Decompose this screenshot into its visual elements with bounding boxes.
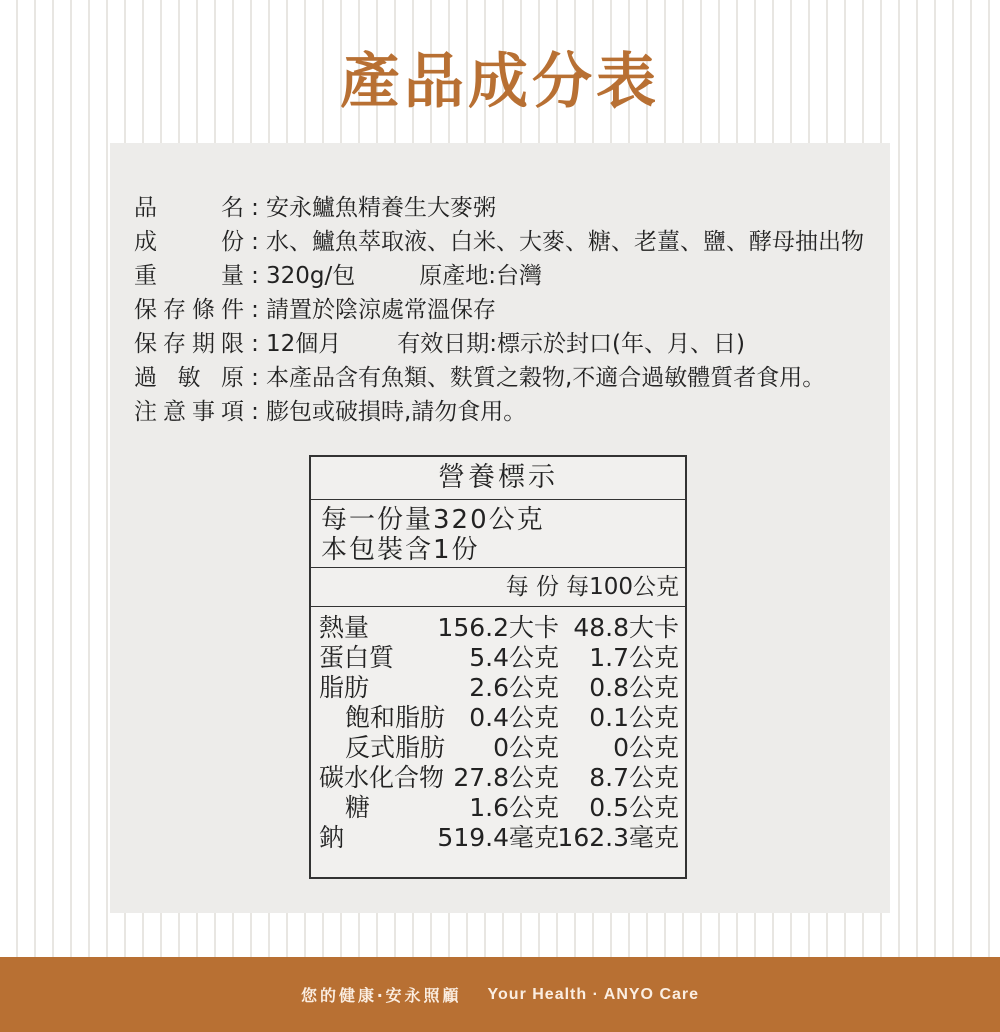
serving-size: 每一份量320公克: [321, 505, 545, 535]
footer-banner: [0, 957, 1000, 1032]
per-serving-value: 519.4毫克: [437, 823, 559, 852]
info-row-name: 品 名 : 安永鱸魚精養生大麥粥: [134, 191, 884, 225]
per-100g-value: 0公克: [613, 733, 679, 762]
nutrition-facts-table: [309, 455, 687, 879]
table-row: [311, 823, 685, 853]
info-row-notice: 注 意 事 項 : 膨包或破損時,請勿食用。: [134, 395, 884, 429]
info-value: 12個月: [266, 331, 342, 357]
table-row: [311, 673, 685, 703]
per-100g-value: 0.1公克: [589, 703, 679, 732]
table-row: [311, 793, 685, 823]
nutrition-rows: [311, 607, 685, 853]
nutrient-name: 熱量: [319, 613, 370, 642]
nutrient-name: 飽和脂肪: [345, 703, 446, 732]
per-serving-value: 5.4公克: [469, 643, 559, 672]
info-row-ingredients: 成 份 : 水、鱸魚萃取液、白米、大麥、糖、老薑、鹽、酵母抽出物: [134, 225, 884, 259]
nutrient-name: 反式脂肪: [345, 733, 446, 762]
nutrient-name: 糖: [345, 793, 371, 822]
col-per-100g: 每100公克: [566, 574, 679, 600]
info-label: 成 份: [134, 229, 244, 255]
per-100g-value: 0.5公克: [589, 793, 679, 822]
info-value: 本產品含有魚類、麩質之穀物,不適合過敏體質者食用。: [266, 365, 826, 391]
nutrient-name: 碳水化合物: [319, 763, 445, 792]
info-panel: [110, 143, 890, 913]
per-100g-value: 48.8大卡: [573, 613, 679, 642]
footer-slogan-zh: 您的健康‧安永照顧: [300, 986, 462, 1005]
product-info: [134, 191, 884, 429]
info-label: 過 敏 原: [134, 365, 244, 391]
table-row: [311, 733, 685, 763]
info-label: 品 名: [134, 195, 244, 221]
info-value: 請置於陰涼處常溫保存: [266, 297, 496, 323]
col-per-serving: 每 份: [505, 574, 559, 600]
per-100g-value: 1.7公克: [589, 643, 679, 672]
footer-slogan-en: Your Health · ANYO Care: [487, 985, 700, 1003]
per-serving-value: 156.2大卡: [437, 613, 559, 642]
info-value: 安永鱸魚精養生大麥粥: [266, 195, 496, 221]
origin-value: 台灣: [496, 263, 542, 289]
nutrition-title: 營養標示: [311, 457, 685, 500]
per-serving-value: 0.4公克: [469, 703, 559, 732]
info-value: 320g/包: [266, 263, 356, 289]
info-label: 重 量: [134, 263, 244, 289]
per-serving-value: 0公克: [493, 733, 559, 762]
info-value: 水、鱸魚萃取液、白米、大麥、糖、老薑、鹽、酵母抽出物: [266, 229, 864, 255]
expiry-label: 有效日期: [397, 331, 490, 357]
info-row-shelf-life: 保 存 期 限 : 12個月 有效日期:標示於封口(年、月、日): [134, 327, 884, 361]
per-serving-value: 27.8公克: [453, 763, 559, 792]
per-100g-value: 8.7公克: [589, 763, 679, 792]
info-row-weight: 重 量 : 320g/包 原產地:台灣: [134, 259, 884, 293]
info-row-allergen: 過 敏 原 : 本產品含有魚類、麩質之穀物,不適合過敏體質者食用。: [134, 361, 884, 395]
page-title: 產品成分表: [340, 47, 660, 117]
nutrient-name: 蛋白質: [319, 643, 395, 672]
nutrient-name: 脂肪: [319, 673, 370, 702]
per-serving-value: 1.6公克: [469, 793, 559, 822]
per-100g-value: 162.3毫克: [557, 823, 679, 852]
origin-label: 原產地: [419, 263, 489, 289]
expiry-value: 標示於封口(年、月、日): [497, 331, 745, 357]
info-label: 注 意 事 項: [134, 399, 244, 425]
per-serving-value: 2.6公克: [469, 673, 559, 702]
per-100g-value: 0.8公克: [589, 673, 679, 702]
table-row: [311, 703, 685, 733]
nutrient-name: 鈉: [319, 823, 345, 852]
nutrition-column-headers: [311, 568, 685, 607]
info-value: 膨包或破損時,請勿食用。: [266, 399, 527, 425]
info-row-storage: 保 存 條 件 : 請置於陰涼處常溫保存: [134, 293, 884, 327]
table-row: [311, 763, 685, 793]
info-label: 保 存 期 限: [134, 331, 244, 357]
table-row: [311, 643, 685, 673]
info-label: 保 存 條 件: [134, 297, 244, 323]
nutrition-serving: [311, 500, 685, 568]
table-row: [311, 613, 685, 643]
servings-per-pack: 本包裝含1份: [321, 535, 480, 565]
